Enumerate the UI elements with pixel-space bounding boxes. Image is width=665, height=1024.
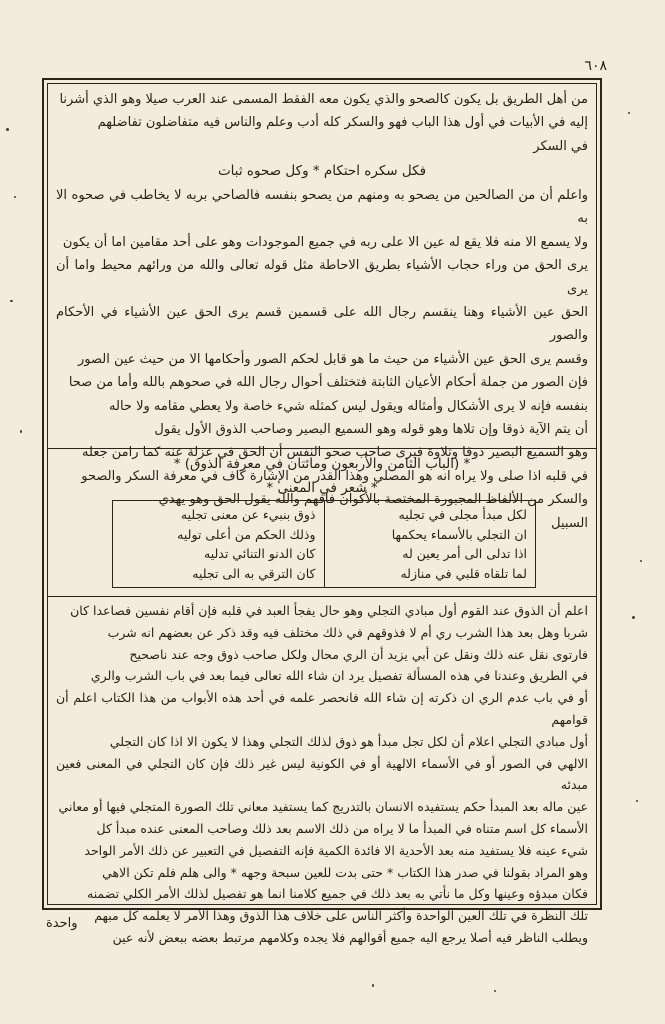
verse-line: فكل سكره احتكام * وكل صحوه ثبات [217,163,427,179]
text-line: فكان مبدؤه وعينها وكل ما نأتي به بعد ذلك في جميع كلامنا انما هو تفصيل لذلك الأمر الكلي تضمنه [87,886,588,902]
text-line: في السكر [533,138,588,154]
text-line: شيء عينه فلا يستفيد منه بعد الأحدية الا فائدة الكمية فإنه التفصيل في التعبير عن ذلك الأمر الواحد [84,842,588,858]
paper-speck [20,430,22,433]
chapter-heading-block [56,452,588,500]
text-line: فارتوى نقل عنه ذلك ونقل عن أبي يزيد أن الري محال ولكل صاحب ذوق وجه عند ناصحيح [129,646,588,662]
poem-verse: ان التجلي بالأسماء يحكمها [391,526,527,542]
text-line: بنفسه فإنه لا يرى الأشكال وأمثاله ويقول ليس كمثله شيء خاصة ولا يعطي مقامه ولا حاله [109,398,588,414]
paper-speck [636,800,638,802]
text-line: عين ماله بعد المبدأ حكم يستفيده الانسان بالتدريج كما يستفيد معاني تلك الصورة المتجلي فيها أو معاني [58,799,588,815]
text-line: واعلم أن من الصالحين من يصحو به ومنهم من يصحو بنفسه فالصاحي بربه لا يخاطب في صحوه الا به [56,188,588,227]
text-line: يرى الحق من وراء حجاب الأشياء بطريق الاحاطة مثل قوله تعالى والله من ورائهم محيط واما أن يرى [56,258,588,297]
text-line: السبيل [551,515,588,531]
text-line: شربا وهل بعد هذا الشرب ري أم لا فذوقهم في ذلك مختلف فيه وقد ذكر عن بعضهم انه شرب [107,624,588,640]
text-line: في قلبه اذا صلى ولا يراه انه هو المصلي وهذا القدر من الإشارة كاف في معرفة السكر والصحو [81,468,588,484]
poem-verse: وذلك الحكم من أعلى توليه [177,526,316,542]
text-line: أو في باب عدم الري ان ذكرته إن شاء الله فانحصر علمه في أحد هذه الأبواب من هذا الكتاب اعلم أن قوامهم [56,690,588,727]
paper-speck [372,984,374,987]
poem-right-column [325,501,536,587]
opening-paragraph [56,88,588,158]
text-line: الالهي في الصور أو في الأسماء الالهية أو في الكونية ليس غير ذلك فإن كان التجلي في المعنى فعين مبدئه [56,755,588,793]
text-line: أن يتم الآية ذوقا وإن تلاها وهو قوله وهو السميع البصير وصاحب الذوق الأول يقول [154,422,588,438]
text-line: اعلم أن الذوق عند القوم أول مبادي التجلي وهو حال يفجأ العبد في قلبه فإن أقام نفسين فصاعدا كان [70,603,588,618]
page-number: ٦٠٨ [584,58,607,74]
text-line: في الطريق وعندنا في هذه المسألة تفصيل يرد ان شاء الله تعالى فيما بعد في باب الشرب والري [90,668,588,684]
section-divider [48,448,596,449]
text-line: فإن الصور من جملة أحكام الأعيان الثابتة فتختلف أحوال رجال الله في صحوهم بالله وأما من صحا [68,375,588,391]
poem-intro: * شعر في المعنى * [266,480,378,496]
text-line: الأسماء كل اسم متناه في المبدأ ما لا يراه من ذلك الاسم بعد ذلك وصاحب المعنى عنده مبدأ كل [96,820,588,836]
poem-verse: اذا تدلى الى أمر يعين له [402,546,527,561]
poem-verse: ذوق بنبيء عن معنى تجليه [180,507,316,522]
catchword: واحدة [46,916,78,931]
paper-speck [640,560,642,562]
text-line: إليه في الأبيات في أول هذا الباب فهو والسكر كله أدب وعلم والناس فيه متفاضلون تفاضلهم [97,115,588,131]
poem-verse: لكل مبدأ مجلى في تجليه [398,507,527,522]
paper-speck [628,112,630,114]
paper-speck [14,196,16,198]
text-line: من أهل الطريق بل يكون كالصحو والذي يكون معه الفقط المسمى عند العرب صيلا وهو الذي أشرنا [59,92,588,107]
text-line: تلك النظرة في تلك العين الواحدة وأكثر الناس على خلاف هذا الذوق وهذا الأمر لا يعلمه كل مبهم [94,908,588,924]
text-line: وقسم يرى الحق عين الأشياء من حيث ما هو قابل لحكم الصور وأحكامها الا من حيث عين الصور [77,351,588,367]
text-line: ولا يسمع الا منه فلا يقع له عين الا على ربه في جميع الموجودات وهو على أحد مقامين اما أن يكون [62,234,588,250]
closing-paragraph [56,600,588,949]
poem-box [112,500,536,588]
text-line: أول مبادي التجلي اعلام أن لكل تجل مبدأ هو ذوق لذلك التجلي وهذا لا يكون الا اذا كان التجلي [109,733,588,749]
section-divider [48,596,596,597]
poem-verse: كان الترقي به الى تجليه [192,565,316,581]
text-line: وهو المراد بقولنا في صدر هذا الكتاب * حتى بدت للعين سبحة وجهه * والى هلم فلم تكن الاهي [102,864,588,880]
text-line: ويطلب الناظر فيه أصلا يرجع اليه جميع أقوالهم فلا يجده وكلامهم مرتبط بعضه ببعض لأنه عين [112,929,588,945]
text-line: وهو السميع البصير ذوقا وتلاوة فيرى صاحب صحو النفس أن الحق في عزلة عنه كما رامن جعله [82,445,588,461]
paper-speck [10,300,13,302]
text-line: والسكر من الألفاظ المجبورة المختصة بالأكوان فافهم والله يقول الحق وهو يهدي [158,492,588,508]
paper-speck [632,616,635,619]
text-frame [42,78,602,945]
poem-verse: لما تلقاه قلبي في منازله [400,565,527,581]
poem-left-column [113,501,325,587]
chapter-title: * (الباب الثامن والأربعون ومائتان في معرفة الذوق) * [173,456,471,472]
text-line: الحق عين الأشياء وهنا ينقسم رجال الله على قسمين قسم يرى الحق عين الأشياء في الأحكام والصور [56,305,588,344]
poem-verse: كان الدنو التنائي تدليه [204,546,316,561]
paper-speck [494,990,496,992]
paper-speck [6,128,9,131]
